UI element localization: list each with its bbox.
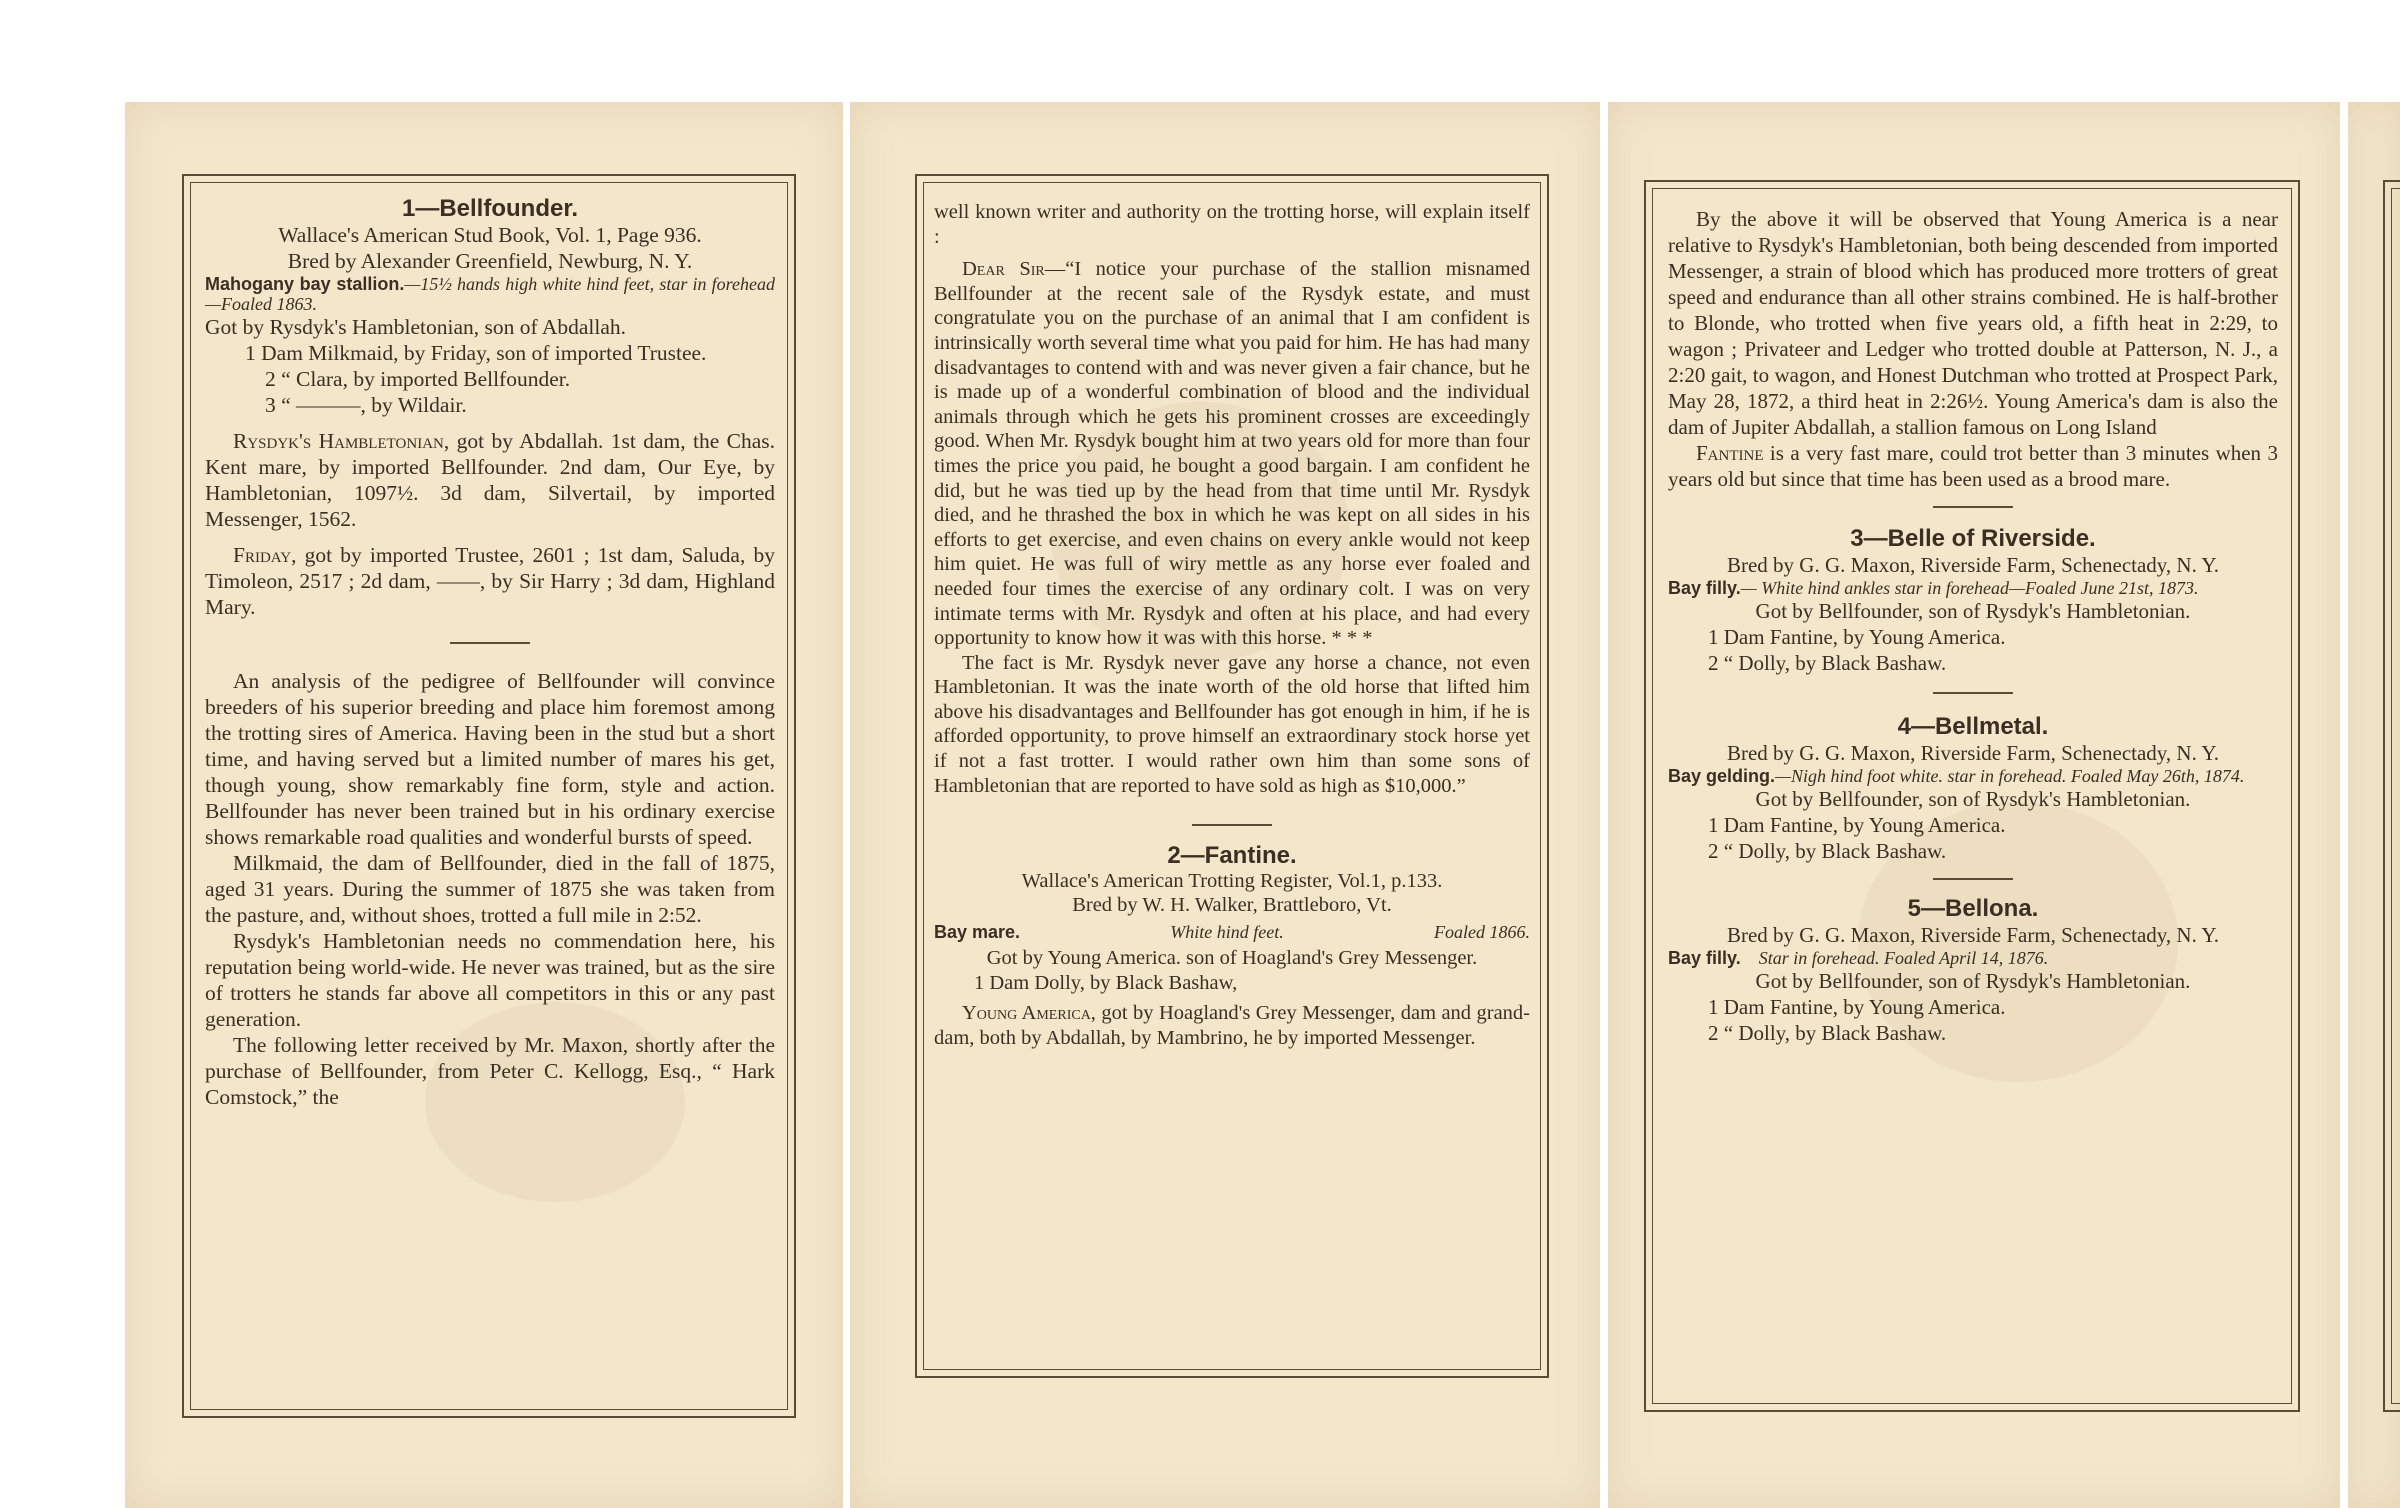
register-reference: Wallace's American Trotting Register, Vol.1, p.133. <box>1021 869 1443 892</box>
description-text: Star in forehead. Foaled April 14, 1876. <box>1758 948 2049 968</box>
pedigree-paragraph <box>205 542 775 620</box>
entry-heading-belle-of-riverside: 3—Belle of Riverside. <box>1850 525 2096 552</box>
pedigree-name: Young America, <box>962 1002 1096 1025</box>
page-panel-1 <box>125 102 843 1508</box>
dam-line: 1 Dam Fantine, by Young America. <box>1708 995 2006 1019</box>
bred-by: Bred by G. G. Maxon, Riverside Farm, Schenectady, N. Y. <box>1726 741 2220 765</box>
entry-heading-bellmetal: 4—Bellmetal. <box>1897 713 2049 740</box>
body-paragraph: Milkmaid, the dam of Bellfounder, died in the fall of 1875, aged 31 years. During the summer of 1875 she was taken from the pasture, and, without shoes, trotted a full mile in 2:52. <box>205 851 775 927</box>
description-label: Bay filly. <box>1668 948 1741 968</box>
pedigree-name: Fantine <box>1696 441 1764 465</box>
dam-line: 1 Dam Dolly, by Black Bashaw, <box>974 971 1238 994</box>
description-label: Mahogany bay stallion. <box>205 274 405 294</box>
bred-by: Bred by W. H. Walker, Brattleboro, Vt. <box>1072 894 1392 917</box>
letter-text: —“I notice your purchase of the stallion misnamed Bellfounder at the recent sale of the Rysdyk estate, and must congratulate you on the purchase of an animal that I am confident is intrinsically worth several time what you paid for him. He has had many disadvantages to contend with and was never given a fair chance, but he is made up of a wonderful combination of blood and the individual animals through which he gets his prominent crosses are exceedingly good. When Mr. Rysdyk bought him at two years old for more than four times the price you paid, he bought a good bargain. I am confident he did, but he was tied up by the head from that time until Mr. Rysdyk died, and he thrashed the box in which he was kept on all sides in his efforts to get exercise, and even chains on every ankle would not keep him quiet. He was full of wiry mettle as any horse ever foaled and needed four times the exercise of any ordinary colt. I was on very intimate terms with Mr. Rysdyk and often at his place, and had every opportunity to know how it was with this horse. * * * <box>934 258 1530 650</box>
horse-description <box>1668 948 2278 968</box>
body-paragraph: By the above it will be observed that Young America is a near relative to Rysdyk's Hambletonian, both being descended from imported Messenger, a strain of blood which has produced more trotters of great speed and endurance than all other strains combined. He is half-brother to Blonde, who trotted when five years old, a fifth heat in 2:29, to wagon ; Privateer and Ledger who trotted double at Patterson, N. J., a 2:20 gait, to wagon, and Honest Dutchman who trotted at Prospect Park, May 28, 1872, a third heat in 2:26½. Young America's dam is also the dam of Jupiter Abdallah, a stallion famous on Long Island <box>1668 207 2278 439</box>
pedigree-name: Friday, <box>233 543 297 567</box>
stud-book-reference: Wallace's American Stud Book, Vol. 1, Page 936. <box>278 223 702 247</box>
letter-paragraph: The fact is Mr. Rysdyk never gave any horse a chance, not even Hambletonian. It was the inate worth of the old horse that lifted him above his disadvantages and Bellfounder has got enough in him, if he is afforded opportunity, to prove himself an extraordinary stock horse yet if not a fast trotter. I would rather own him than some sons of Hambletonian that are reported to have sold as high as $10,000.” <box>934 651 1530 797</box>
body-paragraph: The following letter received by Mr. Maxon, shortly after the purchase of Bellfounder, from Peter C. Kellogg, Esq., “ Hark Comstock,” the <box>205 1033 775 1109</box>
horse-description <box>1668 578 2278 598</box>
got-by: Got by Bellfounder, son of Rysdyk's Hambletonian. <box>1755 787 2191 811</box>
section-divider <box>450 642 530 644</box>
section-divider <box>1933 692 2013 694</box>
pedigree-paragraph <box>205 428 775 532</box>
panel-2-content <box>934 200 1530 1050</box>
spacer <box>205 418 775 428</box>
letter-salutation: Dear Sir <box>962 258 1045 281</box>
dam-line: 1 Dam Fantine, by Young America. <box>1708 813 2006 837</box>
dam-line: 2 “ Clara, by imported Bellfounder. <box>265 367 571 391</box>
got-by: Got by Bellfounder, son of Rysdyk's Hambletonian. <box>1755 969 2191 993</box>
page-panel-4-edge <box>2348 102 2400 1508</box>
dam-line: 1 Dam Fantine, by Young America. <box>1708 625 2006 649</box>
got-by: Got by Rysdyk's Hambletonian, son of Abdallah. <box>205 315 627 339</box>
horse-description <box>205 274 775 314</box>
section-divider <box>1192 824 1272 826</box>
dam-line: 1 Dam Milkmaid, by Friday, son of imported Trustee. <box>245 341 707 365</box>
pedigree-name: Rysdyk's Hambletonian, <box>233 429 450 453</box>
description-text: — White hind ankles star in forehead—Foaled June 21st, 1873. <box>1740 578 2199 598</box>
bred-by: Bred by G. G. Maxon, Riverside Farm, Schenectady, N. Y. <box>1726 553 2220 577</box>
description-label: Bay filly. <box>1668 578 1741 598</box>
panel-3-content <box>1668 206 2278 1046</box>
description-label: Bay gelding. <box>1668 766 1776 786</box>
dam-line: 3 “ ———, by Wildair. <box>265 393 467 417</box>
got-by: Got by Bellfounder, son of Rysdyk's Hambletonian. <box>1755 599 2191 623</box>
bred-by: Bred by G. G. Maxon, Riverside Farm, Schenectady, N. Y. <box>1726 923 2220 947</box>
body-text: is a very fast mare, could trot better than 3 minutes when 3 years old but since that time has been used as a brood mare. <box>1668 441 2278 491</box>
dam-line: 2 “ Dolly, by Black Bashaw. <box>1708 651 1947 675</box>
letter-paragraph <box>934 257 1530 651</box>
pedigree-text: got by imported Trustee, 2601 ; 1st dam, Saluda, by Timoleon, 2517 ; 2d dam, ——, by Sir Harry ; 3d dam, Highland Mary. <box>205 543 775 619</box>
page-panel-3 <box>1608 102 2340 1508</box>
got-by: Got by Young America. son of Hoagland's Grey Messenger. <box>986 947 1478 970</box>
panel-1-content <box>205 196 775 1110</box>
description-text: White hind feet. <box>1170 922 1284 943</box>
horse-description <box>934 922 1530 942</box>
bred-by: Bred by Alexander Greenfield, Newburg, N. Y. <box>287 249 693 273</box>
page-panel-2 <box>850 102 1600 1508</box>
entry-heading-bellona: 5—Bellona. <box>1907 895 2039 922</box>
body-paragraph: Rysdyk's Hambletonian needs no commendation here, his reputation being world-wide. He never was trained, but as the sire of trotters he stands far above all competitors in this or any past generation. <box>205 929 775 1031</box>
entry-heading-fantine: 2—Fantine. <box>1167 842 1297 870</box>
description-text: —Nigh hind foot white. star in forehead. Foaled May 26th, 1874. <box>1775 766 2245 786</box>
body-paragraph: An analysis of the pedigree of Bellfounder will convince breeders of his superior breeding and place him foremost among the trotting sires of America. Having been in the stud but a short time, and having served but a limited number of mares his get, though young, show remarkably fine form, style and action. Bellfounder has never been trained but in his ordinary exercise shows remarkable road qualities and wonderful bursts of speed. <box>205 669 775 849</box>
dam-line: 2 “ Dolly, by Black Bashaw. <box>1708 839 1947 863</box>
page-border-inner <box>2391 188 2400 1404</box>
pedigree-text: got by Abdallah. 1st dam, the Chas. Kent mare, by imported Bellfounder. 2nd dam, Our Eye, by Hambletonian, 1097½. 3d dam, Silvertail, by imported Messenger, 1562. <box>205 429 775 531</box>
entry-heading-bellfounder: 1—Bellfounder. <box>401 195 579 222</box>
body-paragraph: well known writer and authority on the trotting horse, will explain itself : <box>934 201 1530 248</box>
section-divider <box>1933 878 2013 880</box>
description-label: Bay mare. <box>934 922 1021 943</box>
page-border <box>2383 180 2400 1412</box>
spacer <box>934 249 1530 257</box>
section-divider <box>1933 506 2013 508</box>
description-foaled: Foaled 1866. <box>1434 922 1530 943</box>
description-text: —15½ hands high white hind feet, star in forehead—Foaled 1863. <box>205 274 775 314</box>
horse-description <box>1668 766 2278 786</box>
spacer <box>205 532 775 542</box>
dam-line: 2 “ Dolly, by Black Bashaw. <box>1708 1021 1947 1045</box>
pedigree-paragraph <box>934 1001 1530 1050</box>
body-paragraph <box>1668 440 2278 492</box>
pedigree-text: got by Hoagland's Grey Messenger, dam and grand-dam, both by Abdallah, by Mambrino, he by imported Messenger. <box>934 1002 1530 1049</box>
